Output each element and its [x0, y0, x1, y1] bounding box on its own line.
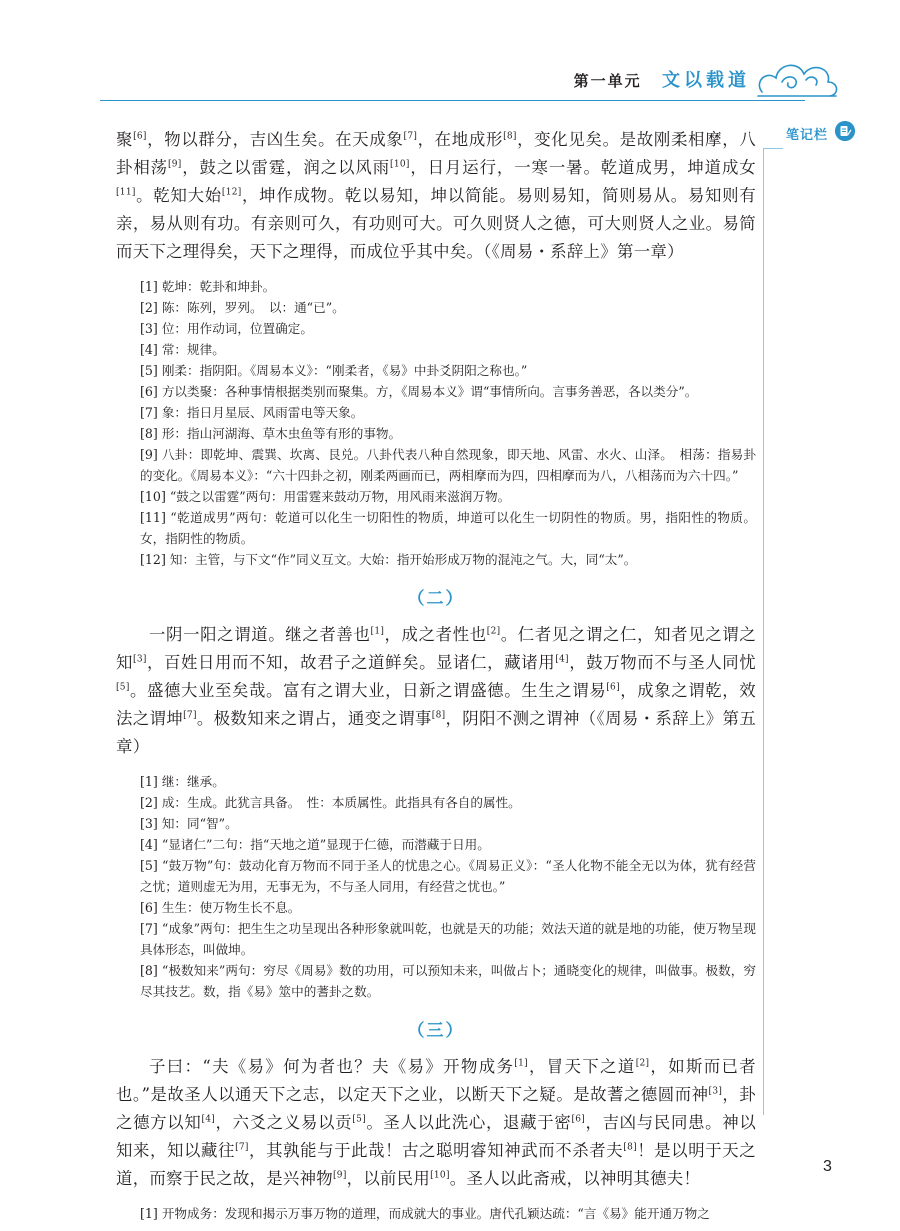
- footnote: [2] 陈：陈列，罗列。 以：通“已”。: [140, 300, 345, 315]
- footnote: [11] “乾道成男”两句：乾道可以化生一切阳性的物质，坤道可以化生一切阴性的物质。男，指阳性的物质。女，指阴性的物质。: [140, 510, 756, 546]
- header-rule: [100, 100, 805, 101]
- footnote: [5] 刚柔：指阴阳。《周易本义》：“刚柔者，《易》中卦爻阴阳之称也。”: [140, 363, 528, 378]
- footnote: [7] 象：指日月星辰、风雨雷电等天象。: [140, 405, 364, 420]
- footnote: [9] 八卦：即乾坤、震巽、坎离、艮兑。八卦代表八种自然现象，即天地、风雷、水火、山泽。 相荡：指易卦的变化。《周易本义》：“六十四卦之初，刚柔两画而已，两相摩而为四，四相摩而为八，八相荡而为六十四。”: [140, 447, 756, 483]
- footnote: [1] 乾坤：乾卦和坤卦。: [140, 279, 276, 294]
- footnote: [1] 继：继承。: [140, 774, 225, 789]
- footnotes: [116, 276, 756, 570]
- section-heading: （二）: [407, 589, 465, 609]
- footnotes: [116, 1203, 756, 1224]
- footnote: [3] 位：用作动词，位置确定。: [140, 321, 313, 336]
- unit-name: 文以载道: [662, 70, 750, 91]
- footnote: [6] 生生：使万物生长不息。: [140, 900, 301, 915]
- main-text-paragraph: 聚[6]，物以群分，吉凶生矣。在天成象[7]，在地成形[8]，变化见矣。是故刚柔相摩，八卦相荡[9]，鼓之以雷霆，润之以风雨[10]，日月运行，一寒一暑。乾道成男，坤道成女[11]。乾知大始[12]，坤作成物。乾以易知，坤以简能。易则易知，简则易从。易知则有亲，易从则有功。有亲则可久，有功则可大。可久则贤人之德，可大则贤人之业。易简而天下之理得矣，天下之理得，而成位乎其中矣。（《周易・系辞上》第一章）: [116, 130, 757, 261]
- cloud-ornament-icon: [752, 52, 842, 100]
- unit-label: 第一单元: [573, 72, 642, 90]
- footnote: [6] 方以类聚：各种事情根据类别而聚集。方，《周易本义》谓“事情所向。言事务善恶，各以类分”。: [140, 384, 698, 399]
- footnotes: [116, 771, 756, 1002]
- footnote: [4] “显诸仁”二句：指“天地之道”显现于仁德，而潜藏于日用。: [140, 837, 490, 852]
- footnote: [8] “极数知来”两句：穷尽《周易》数的功用，可以预知未来，叫做占卜；通晓变化的规律，叫做事。极数，穷尽其技艺。数，指《易》筮中的蓍卦之数。: [140, 963, 756, 999]
- notes-column-label: 笔记栏: [786, 128, 829, 143]
- footnote: [2] 成：生成。此犹言具备。 性：本质属性。此指具有各自的属性。: [140, 795, 521, 810]
- footnote: [12] 知：主管，与下文“作”同义互文。大始：指开始形成万物的混沌之气。大，同“太”。: [140, 552, 637, 567]
- footnote: [8] 形：指山河湖海、草木虫鱼等有形的事物。: [140, 426, 402, 441]
- footnote: [1] 开物成务：发现和揭示万事万物的道理，而成就大的事业。唐代孔颖达疏：“言《易》能开通万物之: [140, 1206, 710, 1221]
- pencil-note-icon: [835, 121, 855, 141]
- section-heading: （三）: [407, 1021, 465, 1041]
- running-header: [574, 66, 750, 92]
- main-content: [116, 126, 756, 1224]
- notes-sidebar-rule: [763, 148, 764, 1115]
- footnote: [5] “鼓万物”句：鼓动化育万物而不同于圣人的忧患之心。《周易正义》：“圣人化物不能全无以为体，犹有经营之忧；道则虚无为用，无事无为，不与圣人同用，有经营之忧也。”: [140, 858, 756, 894]
- notes-sidebar-top-rule: [763, 148, 783, 149]
- footnote: [10] “鼓之以雷霆”两句：用雷霆来鼓动万物，用风雨来滋润万物。: [140, 489, 511, 504]
- page-number: 3: [823, 1158, 832, 1175]
- footnote: [4] 常：规律。: [140, 342, 225, 357]
- main-text-paragraph: 子曰：“夫《易》何为者也？夫《易》开物成务[1]，冒天下之道[2]，如斯而已者也。”是故圣人以通天下之志，以定天下之业，以断天下之疑。是故蓍之德圆而神[3]，卦之德方以知[4]，六爻之义易以贡[5]。圣人以此洗心，退藏于密[6]，吉凶与民同患。神以知来，知以藏往[7]，其孰能与于此哉！古之聪明睿知神武而不杀者夫[8]！是以明于天之道，而察于民之故，是兴神物[9]，以前民用[10]。圣人以此斋戒，以神明其德夫！: [116, 1057, 757, 1188]
- footnote: [7] “成象”两句：把生生之功呈现出各种形象就叫乾，也就是天的功能；效法天道的就是地的功能，使万物呈现具体形态，叫做坤。: [140, 921, 756, 957]
- main-text-paragraph: 一阴一阳之谓道。继之者善也[1]，成之者性也[2]。仁者见之谓之仁，知者见之谓之知[3]，百姓日用而不知，故君子之道鲜矣。显诸仁，藏诸用[4]，鼓万物而不与圣人同忧[5]。盛德大业至矣哉。富有之谓大业，日新之谓盛德。生生之谓易[6]，成象之谓乾，效法之谓坤[7]。极数知来之谓占，通变之谓事[8]，阴阳不测之谓神（《周易・系辞上》第五章）: [116, 625, 757, 756]
- footnote: [3] 知：同“智”。: [140, 816, 238, 831]
